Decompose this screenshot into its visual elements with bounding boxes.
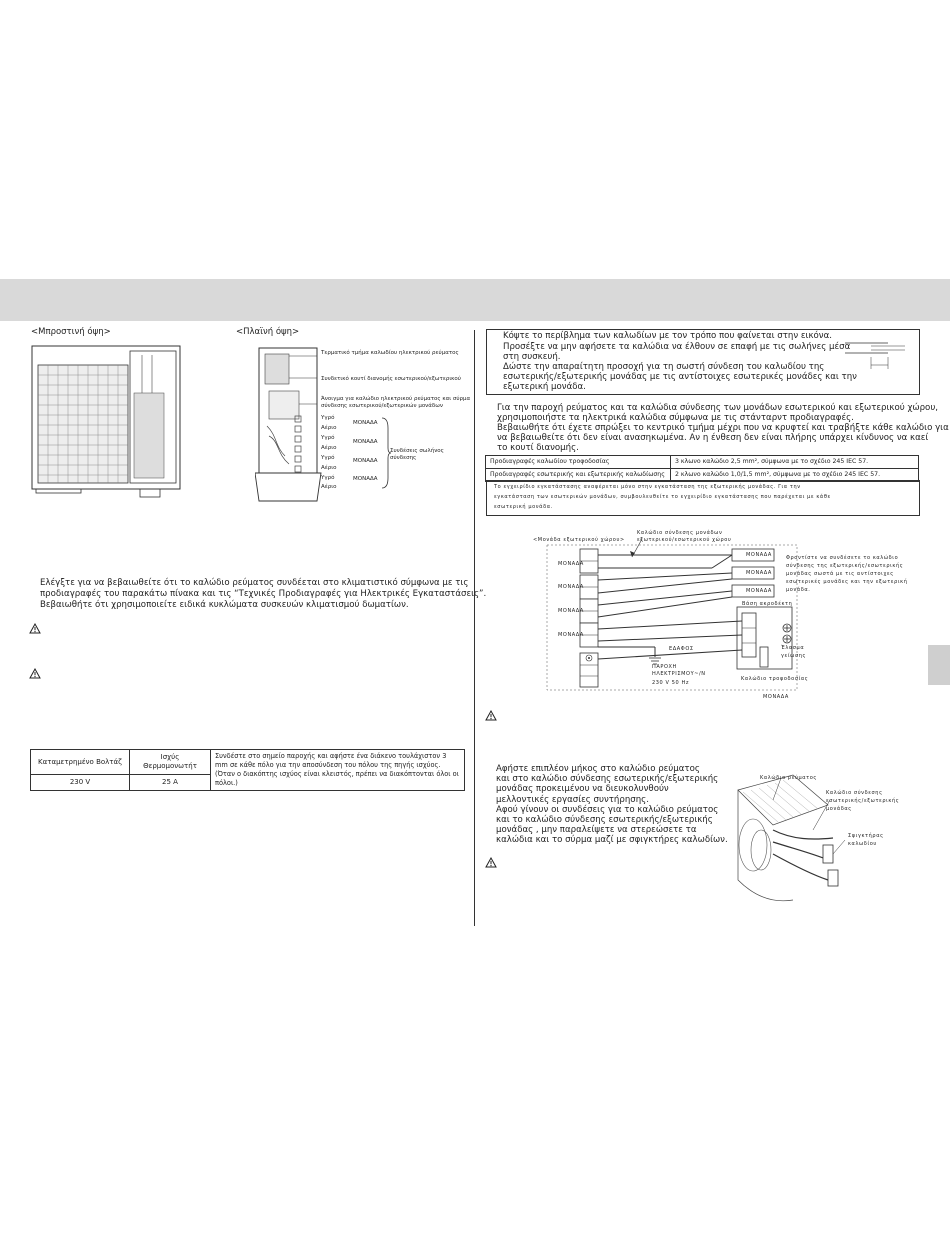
box-line: Κόψτε το περίβλημα των καλωδίων με τον τρόπο που φαίνεται στην εικόνα. (503, 331, 832, 341)
wiring-indoor-unit: ΜΟΝΑΔΑ (746, 570, 772, 576)
fig-clamp: Σφιγκτήρας (848, 833, 884, 839)
power-para-line: να βεβαιωθείτε ότι δεν είναι ανασηκωμένα. Αν η ένθεση δεν είναι πλήρης υπάρχει κίνδυνος να καεί (497, 433, 929, 443)
ensure-note-line: μονάδας σωστά με τις αντίστοιχες (786, 571, 894, 577)
warning-icon (29, 623, 41, 634)
header-band (0, 279, 950, 321)
spec-value: 3 κλωνο καλώδιο 2,5 mm², σύμφωνα με το σχέδιο 245 IEC 57. (671, 456, 919, 469)
fig-clamp: καλωδίου (848, 841, 877, 847)
pipe-label: Υγρό (321, 475, 335, 481)
pipe-label: Υγρό (321, 455, 335, 461)
wiring-unit-label: ΜΟΝΑΔΑ (558, 608, 584, 614)
spec-name: Προδιαγραφές εσωτερικής και εξωτερικής καλωδίωσης (486, 469, 671, 482)
front-view-drawing (30, 343, 185, 503)
value-breaker: 25 A (130, 775, 211, 791)
slack-para-line: και στο καλώδιο σύνδεσης εσωτερικής/εξωτερικής (496, 774, 719, 784)
header-voltage: Καταμετρημένο Βολτάζ (31, 750, 130, 775)
section-tab (928, 645, 950, 685)
wiring-unit-label: ΜΟΝΑΔΑ (558, 584, 584, 590)
pipe-label: Αέριο (321, 484, 337, 490)
slack-para-line: Αφήστε επιπλέον μήκος στο καλώδιο ρεύματος (496, 764, 700, 774)
box-line: Δώστε την απαραίτητη προσοχή για τη σωστή σύνδεση του καλωδίου της (503, 362, 825, 372)
terminal-base-label: Βάση ακροδέκτη (742, 601, 793, 607)
power-para-line: Βεβαιωθήτε ότι έχετε σπρώξει το κεντρικό τμήμα μέχρι που να κρυφτεί και τραβήξτε κάθε καλώδιο για (497, 423, 949, 433)
outdoor-unit-label: <Μονάδα εξωτερικού χώρου> (533, 537, 625, 543)
fig-conn-cable: εσωτερικής/εξωτερικής (826, 798, 900, 804)
ensure-note-line: μονάδα. (786, 587, 811, 593)
cable-label: Καλώδιο σύνδεσης μονάδων (637, 530, 723, 536)
callout-junction-box: Συνδετικό κουτί διανομής εσωτερικού/εξωτερικού (321, 376, 461, 382)
side-view-label: <Πλαϊνή όψη> (236, 327, 300, 337)
wiring-unit-label: ΜΟΝΑΔΑ (558, 561, 584, 567)
warning-icon (29, 668, 41, 679)
pipe-label: Αέριο (321, 425, 337, 431)
callout-terminal: Τερματικό τμήμα καλωδίου ηλεκτρικού ρεύματος (321, 350, 459, 356)
pipe-connection-label: σύνδεσης (390, 455, 417, 461)
box-line: εξωτερική μονάδα. (503, 382, 586, 392)
slack-para-line: μονάδας προκειμένου να διευκολυνθούν (496, 784, 669, 794)
wiring-indoor-unit: ΜΟΝΑΔΑ (746, 552, 772, 558)
slack-para-line: καλώδια και το σύρμα μαζί με σφιγκτήρες καλωδίων. (496, 835, 728, 845)
box-line: Προσέξτε να μην αφήσετε τα καλώδια να έλθουν σε επαφή με τις σωλήνες μέσα (503, 342, 851, 352)
power-para-line: χρησιμοποιήστε τα ηλεκτρικά καλώδια σύμφωνα με τις στάνταρντ προδιαγραφές. (497, 413, 854, 423)
callout-opening-2: σύνδεσης εσωτερικού/εξωτερικών μονάδων (321, 403, 443, 409)
fig-conn-cable: Καλώδιο σύνδεσης (826, 790, 883, 796)
warning-icon (485, 710, 497, 721)
side-view-drawing (255, 346, 325, 506)
unit-label: ΜΟΝΑΔΑ (353, 458, 378, 464)
power-spec-table (30, 749, 465, 791)
wiring-indoor-unit: ΜΟΝΑΔΑ (746, 588, 772, 594)
note-line: Το εγχειρίδιο εγκατάστασης αναφέρεται μόνο στην εγκατάσταση της εξωτερικής μονάδας. Για την (494, 484, 801, 490)
box-line: εσωτερικής/εξωτερικής μονάδας με τις αντίστοιχες εσωτερικές μονάδες και την (503, 372, 857, 382)
pipe-label: Αέριο (321, 465, 337, 471)
spec-name: Προδιαγραφές καλωδίου τροφοδοσίας (486, 456, 671, 469)
power-para-line: Για την παροχή ρεύματος και τα καλώδια σύνδεσης των μονάδων εσωτερικού και εξωτερικού χώρου, (497, 403, 939, 413)
ground-label: ΕΔΑΦΟΣ (669, 646, 694, 652)
supply-label: ΠΑΡΟΧΗ (652, 664, 677, 670)
note-line: εγκατάσταση των εσωτερικών μονάδων, συμβουλευθείτε το εγχειρίδιο εγκατάστασης που παρέχεται με κάθε (494, 494, 831, 500)
supply-label: ΗΛΕΚΤΡΙΣΜΟΥ~/N (652, 671, 706, 677)
unit-label: ΜΟΝΑΔΑ (353, 476, 378, 482)
supply-label: 230 V 50 Hz (652, 680, 690, 686)
power-cable-label: Καλώδιο τροφοδοσίας (741, 676, 809, 682)
fig-conn-cable: μονάδας (826, 806, 852, 812)
pipe-connection-label: Συνδέσεις σωλήνος (390, 448, 444, 454)
check-para-line: προδιαγραφές του παρακάτω πίνακα και τις “Τεχνικές Προδιαγραφές για Ηλεκτρικές Εγκαταστάσεις”. (40, 589, 487, 599)
slack-para-line: Αφού γίνουν οι συνδέσεις για το καλώδιο ρεύματος (496, 805, 719, 815)
ensure-note-line: εσωτερικές μονάδες και την εξωτερική (786, 579, 908, 585)
unit-label: ΜΟΝΑΔΑ (353, 439, 378, 445)
warning-icon (485, 857, 497, 868)
slack-para-line: και το καλώδιο σύνδεσης εσωτερικής/εξωτερικής (496, 815, 713, 825)
pipe-label: Υγρό (321, 435, 335, 441)
cable-label: εξωτερικού/εσωτερικού χώρου (637, 537, 732, 543)
header-breaker: Ισχύς Θερμομονωτήτ (130, 750, 211, 775)
ensure-note-line: σύνδεσης της εξωτερικής/εσωτερικής (786, 563, 904, 569)
unit-caption: ΜΟΝΑΔΑ (763, 694, 789, 700)
ensure-note-line: Φροντίστε να συνδέσετε το καλώδιο (786, 555, 899, 561)
column-divider (474, 330, 475, 926)
check-para-line: Βεβαιωθήτε ότι χρησιμοποιείτε ειδικά κυκλώματα συσκευών κλιματισμού δωματίων. (40, 600, 409, 610)
wiring-unit-label: ΜΟΝΑΔΑ (558, 632, 584, 638)
pipe-label: Υγρό (321, 415, 335, 421)
pipe-label: Αέριο (321, 445, 337, 451)
cable-strip-drawing (843, 335, 911, 371)
breaker-note: Συνδέστε στο σημείο παροχής και αφήστε ένα διάκενο τουλάχιστον 3 mm σε κάθε πόλο για την αποσύνδεση του πόλου της πηγής ισχύος. (Όταν ο διακόπτης ισχύος είναι κλειστός, πρέπει να διακόπτονται όλοι οι πόλοι.) (211, 750, 465, 791)
cable-spec-table (485, 455, 919, 482)
check-para-line: Ελέγξτε για να βεβαιωθείτε ότι το καλώδιο ρεύματος συνδέεται στο κλιματιστικό σύμφωνα με τις (40, 578, 469, 588)
ground-plate-label: γείωσης (781, 653, 807, 659)
box-line: στη συσκευή. (503, 352, 561, 362)
front-view-label: <Μπροστινή όψη> (31, 327, 111, 337)
callout-opening-1: Άνοιγμα για καλώδιο ηλεκτρικού ρεύματος και σύρμα (321, 396, 471, 402)
spec-value: 2 κλωνο καλώδιο 1,0/1,5 mm², σύμφωνα με το σχέδιο 245 IEC 57. (671, 469, 919, 482)
value-voltage: 230 V (31, 775, 130, 791)
fig-power-cable: Καλώδιο ρεύματος (760, 775, 817, 781)
ground-plate-label: Έλασμα (781, 645, 805, 651)
slack-para-line: μονάδας , μην παραλείψετε να στερεώσετε τα (496, 825, 697, 835)
slack-para-line: μελλοντικές εργασίες συντήρησης. (496, 795, 649, 805)
note-line: εσωτερική μονάδα. (494, 504, 553, 510)
unit-label: ΜΟΝΑΔΑ (353, 420, 378, 426)
power-para-line: το κουτί διανομής. (497, 443, 579, 453)
